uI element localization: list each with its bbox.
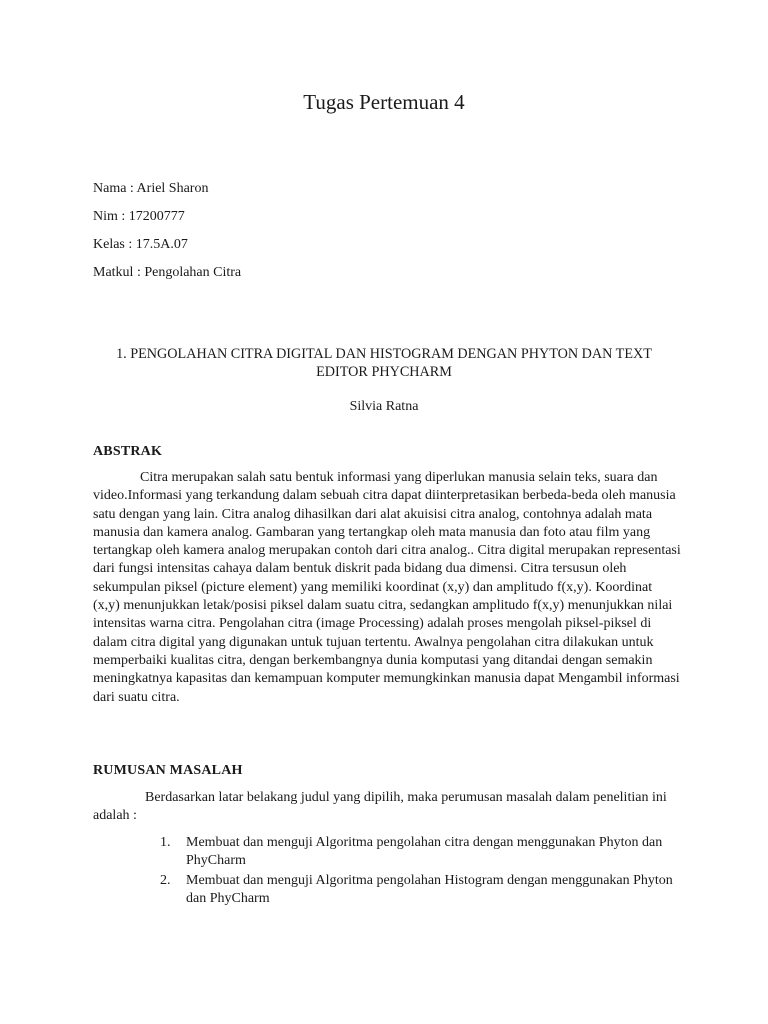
list-item-number: 1. <box>160 835 171 850</box>
list-item-text: Membuat dan menguji Algoritma pengolahan Histogram dengan menggunakan Phyton dan PhyCharm <box>186 873 673 906</box>
problem-statement-intro: Berdasarkan latar belakang judul yang dipilih, maka perumusan masalah dalam penelitian ini adalah : <box>93 790 667 823</box>
problem-statement-heading: RUMUSAN MASALAH <box>93 763 243 778</box>
list-item-text: Membuat dan menguji Algoritma pengolahan citra dengan menggunakan Phyton dan PhyCharm <box>186 835 663 868</box>
student-class: Kelas : 17.5A.07 <box>93 237 188 252</box>
student-name: Nama : Ariel Sharon <box>93 181 209 196</box>
problem-list <box>160 834 680 910</box>
list-item <box>160 872 680 908</box>
abstract-heading: ABSTRAK <box>93 444 163 459</box>
student-nim: Nim : 17200777 <box>93 209 185 224</box>
list-item-number: 2. <box>160 873 171 888</box>
abstract-text: Citra merupakan salah satu bentuk informasi yang diperlukan manusia selain teks, suara dan video.Informasi yang terkandung dalam sebuah citra dapat diinterpretasikan berbeda-beda oleh manusia satu dengan yang lain. Citra analog dihasilkan dari alat akuisisi citra analog, contohnya adalah mata manusia dan kamera analog. Gambaran yang tertangkap oleh mata manusia dan foto atau film yang tertangkap oleh kamera analog merupakan contoh dari citra analog.. Citra digital merupakan representasi dari fungsi intensitas cahaya dalam bentuk diskrit pada bidang dua dimensi. Citra tersusun oleh sekumpulan piksel (picture element) yang memiliki koordinat (x,y) dan amplitudo f(x,y). Koordinat (x,y) menunjukkan letak/posisi piksel dalam suatu citra, sedangkan amplitudo f(x,y) menunjukkan nilai intensitas warna citra. Pengolahan citra (image Processing) adalah proses mengolah piksel-piksel di dalam citra digital yang digunakan untuk tujuan tertentu. Awalnya pengolahan citra dilakukan untuk memperbaiki kualitas citra, dengan berkembangnya dunia komputasi yang ditandai dengan semakin meningkatnya kapasitas dan kemampuan komputer memungkinkan manusia dapat Mengambil informasi dari suatu citra. <box>93 470 681 705</box>
list-item <box>160 834 680 870</box>
paper-author: Silvia Ratna <box>349 399 419 414</box>
paper-title: 1. PENGOLAHAN CITRA DIGITAL DAN HISTOGRAM DENGAN PHYTON DAN TEXT EDITOR PHYCHARM <box>116 346 652 380</box>
page-title: Tugas Pertemuan 4 <box>303 90 465 114</box>
course-name: Matkul : Pengolahan Citra <box>93 265 242 280</box>
